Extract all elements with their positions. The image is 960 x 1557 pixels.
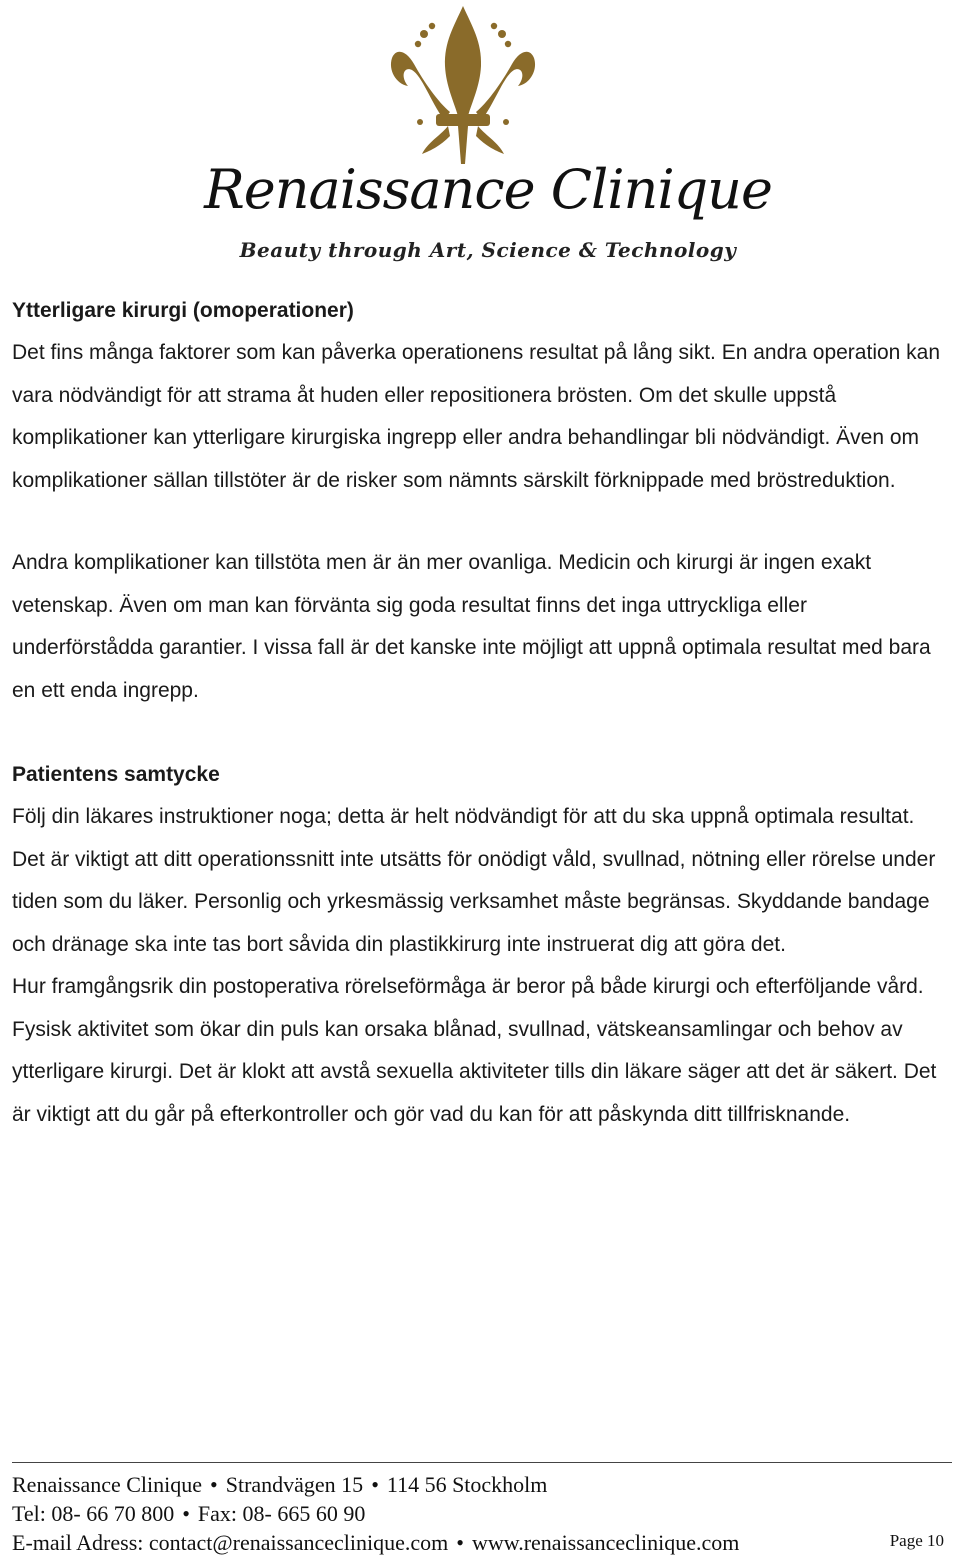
paragraph-revision-1: Det fins många faktorer som kan påverka operationens resultat på lång sikt. En andra operation kan vara nödvändigt för att strama åt huden eller repositionera brösten. Om det skulle uppstå komplikationer kan ytterligare kirurgiska ingrepp eller andra behandlingar bli nödvändigt. Även om komplikationer sällan tillstöter är de risker som nämnts särskilt förknippade med bröstreduktion.: [12, 341, 941, 492]
footer-fax: Fax: 08- 665 60 90: [197, 1501, 366, 1526]
bullet-separator: •: [371, 1472, 379, 1497]
page-number: Page 10: [889, 1531, 944, 1550]
spacer: [12, 712, 942, 754]
footer-email[interactable]: E-mail Adress: contact@renaissanceclinique.com: [12, 1530, 449, 1555]
bullet-separator: •: [456, 1530, 464, 1555]
footer-tel: Tel: 08- 66 70 800: [12, 1501, 175, 1526]
fleur-de-lis-icon: [388, 4, 538, 174]
bullet-separator: •: [210, 1472, 218, 1497]
paragraph-consent-1: Följ din läkares instruktioner noga; detta är helt nödvändigt för att du ska uppnå optimala resultat. Det är viktigt att ditt operationssnitt inte utsätts för onödigt våld, svullnad, nötning eller rörelse under tiden som du läker. Personlig och yrkesmässig verksamhet måste begränsas. Skyddande bandage och dränage ska inte tas bort såvida din plastikkirurg inte instruerat dig att göra det.: [12, 805, 936, 956]
footer-clinic-name: Renaissance Clinique: [12, 1472, 203, 1497]
bullet-separator: •: [182, 1501, 190, 1526]
clinic-logo: [0, 0, 960, 275]
document-body: [12, 290, 942, 1136]
section-heading-patient-consent: Patientens samtycke: [12, 763, 220, 786]
page-footer: [12, 1470, 952, 1557]
paragraph-revision-2: Andra komplikationer kan tillstöta men är än mer ovanliga. Medicin och kirurgi är ingen exakt vetenskap. Även om man kan förvänta sig goda resultat finns det inga uttryckliga eller underförstådda garantier. I vissa fall är det kanske inte möjligt att uppnå optimala resultat med bara en ett enda ingrepp.: [12, 551, 931, 702]
footer-divider: [12, 1462, 952, 1463]
footer-street: Strandvägen 15: [225, 1472, 364, 1497]
brand-name: Renaissance Clinique: [204, 158, 772, 221]
paragraph-consent-2: Hur framgångsrik din postoperativa rörelseförmåga är beror på både kirurgi och efterföljande vård. Fysisk aktivitet som ökar din puls kan orsaka blånad, svullnad, vätskeansamlingar och behov av ytterligare kirurgi. Det är klokt att avstå sexuella aktiviteter tills din läkare säger att det är säkert. Det är viktigt att du går på efterkontroller och gör vad du kan för att påskynda ditt tillfrisknande.: [12, 975, 937, 1126]
section-heading-revision-surgery: Ytterligare kirurgi (omoperationer): [12, 299, 354, 322]
footer-address-line: [12, 1470, 952, 1499]
footer-website[interactable]: www.renaissanceclinique.com: [471, 1530, 740, 1555]
footer-phone-line: [12, 1499, 952, 1528]
brand-tagline: Beauty through Art, Science & Technology: [239, 238, 737, 262]
spacer: [12, 502, 942, 542]
footer-city: 114 56 Stockholm: [386, 1472, 548, 1497]
footer-contact-line: [12, 1528, 952, 1557]
